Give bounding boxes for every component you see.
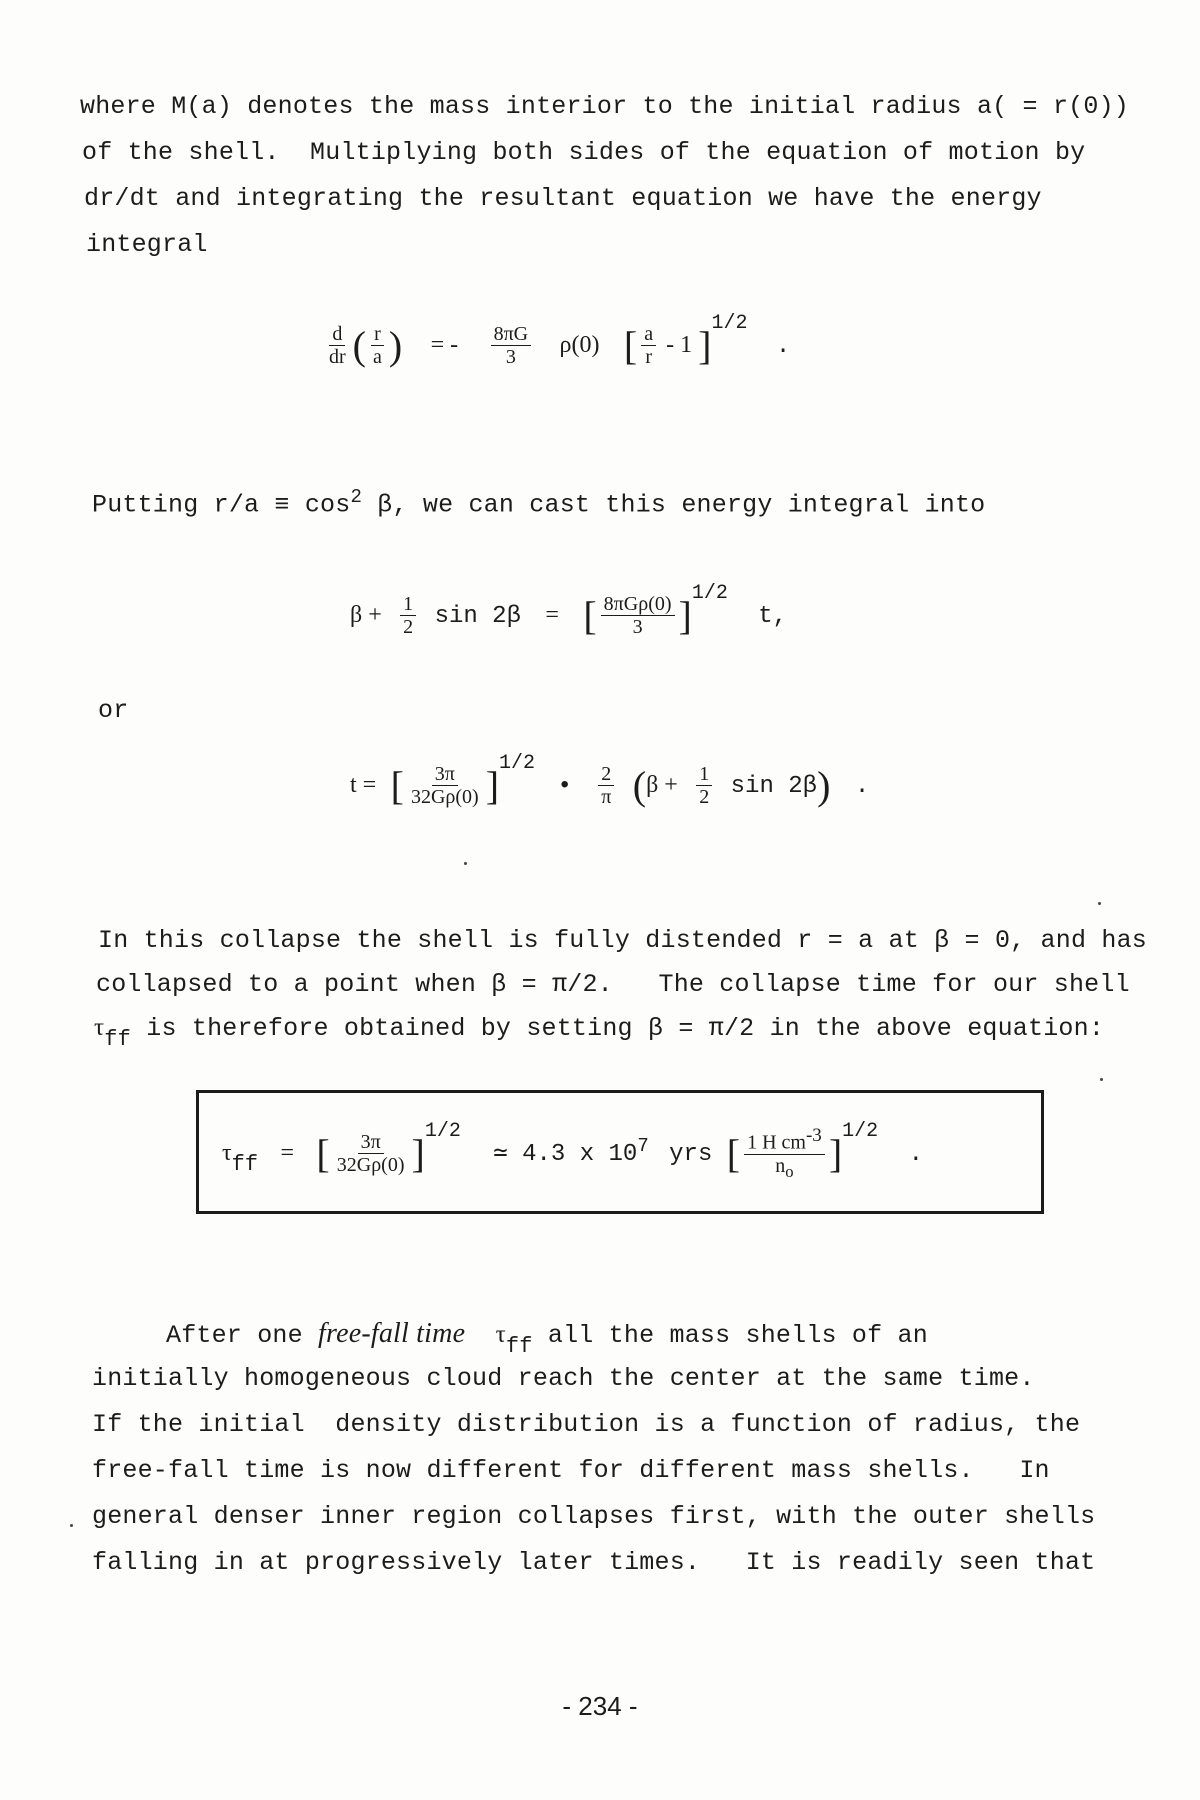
text-line: collapsed to a point when β = π/2. The collapse time for our shell — [96, 970, 1130, 999]
scan-speck — [70, 1524, 73, 1527]
text-line: free-fall time is now different for different mass shells. In — [92, 1456, 1050, 1485]
text-line: general denser inner region collapses first, with the outer shells — [92, 1502, 1096, 1531]
text-line: of the shell. Multiplying both sides of the equation of motion by — [82, 138, 1086, 167]
half-fraction: $\frac{1}{2}$ — [696, 763, 712, 808]
equation-beta-relation: β + $\frac{1}{2}$ sin 2β = [ $\frac{\text{8πGρ(0)}}{3}$ ]$^{1/2}$ t, — [350, 581, 788, 638]
equation-time: t = [ $\frac{3\pi}{32G\rho(0)}$ ]$^{1/2}$ • $\frac{2}{\pi}$ (β + $\frac{1}{2}$ sin 2β) . — [350, 751, 870, 808]
scan-speck — [1098, 902, 1101, 905]
bracket-fraction: $\frac{3\pi}{32G\rho(0)}$ — [410, 763, 479, 808]
scan-speck — [464, 862, 467, 865]
text-line: dr/dt and integrating the resultant equation we have the energy — [84, 184, 1042, 213]
text-line: initially homogeneous cloud reach the center at the same time. — [92, 1364, 1035, 1393]
text-line: Putting $r/a \equiv \cos^2 \beta$, we can cast this energy integral into — [92, 486, 986, 520]
half-fraction: $\frac{1}{2}$ — [400, 593, 416, 638]
scan-speck — [1100, 1078, 1103, 1081]
bracket-fraction: $\frac{\text{8πGρ(0)}}{3}$ — [601, 593, 675, 638]
text-line: falling in at progressively later times. It is readily seen that — [92, 1548, 1096, 1577]
italic-term: free-fall time — [318, 1318, 466, 1349]
text-line: After one free-fall time $\tau_{ff}$ all the mass shells of an — [166, 1318, 928, 1359]
connector-word: or — [98, 696, 129, 725]
bracket-fraction: $\frac{3\pi}{32G\rho(0)}$ — [336, 1130, 405, 1176]
page-number: - 234 - — [562, 1691, 638, 1721]
derivative-operator: $\frac{d}{dr}$ — [329, 323, 346, 368]
text-line: In this collapse the shell is fully distended r = a at β = 0, and has — [98, 926, 1147, 955]
density-ratio: $\frac{1 H cm^{-3}}{n_o}$ — [744, 1126, 825, 1181]
text-line: where M(a) denotes the mass interior to the initial radius a( = r(0)) — [80, 92, 1129, 121]
two-over-pi: $\frac{2}{\pi}$ — [598, 763, 614, 808]
equation-free-fall-time: $\tau_{ff}$ = [ $\frac{3\pi}{32G\rho(0)}$ ]$^{1/2}$ ≃ 4.3 x $10^7$ yrs [ $\frac{1 H cm^{-3}}{n_o}$ ]$^{1/2}$ . — [222, 1119, 923, 1181]
text-line: If the initial density distribution is a function of radius, the — [92, 1410, 1081, 1439]
coefficient-fraction: $\frac{8\pi G}{3}$ — [491, 323, 532, 368]
text-line: $\tau_{ff}$ is therefore obtained by setting β = π/2 in the above equation: — [94, 1014, 1105, 1052]
ratio-r-over-a: $\frac{r}{a}$ — [373, 323, 382, 368]
equation-energy-integral: $\frac{d}{dr}$ ( $\frac{r}{a}$ ) = - $\frac{8\pi G}{3}$ ρ(0) [ $\frac{a}{r}$ - 1 ]$^{1/2}$ . — [322, 322, 790, 369]
text-line: integral — [86, 230, 208, 259]
ratio-a-over-r: $\frac{a}{r}$ — [641, 323, 656, 368]
